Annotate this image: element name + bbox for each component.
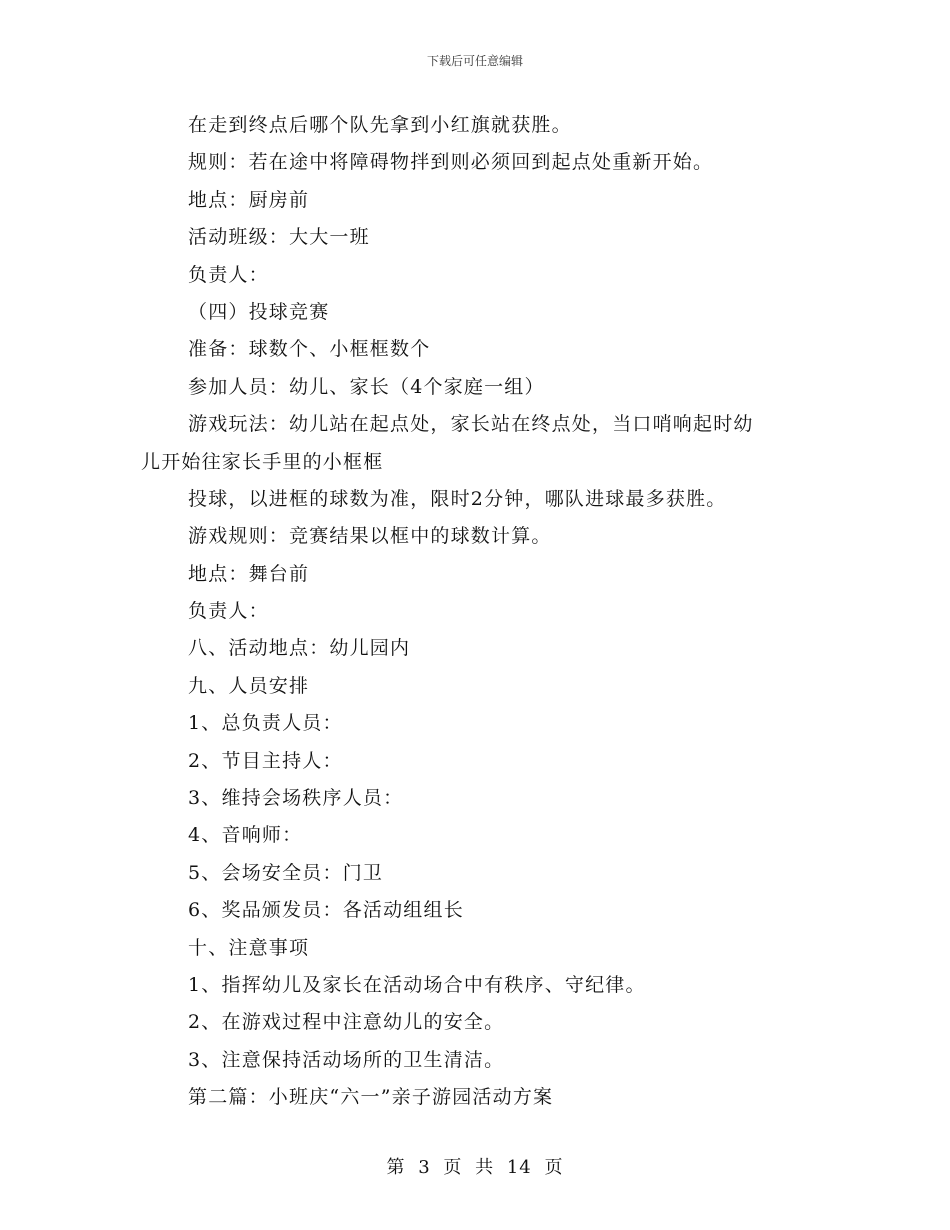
chapter-title: 第二篇：小班庆“六一”亲子游园活动方案 xyxy=(188,1086,554,1109)
list-item: 4、音响师： xyxy=(188,824,303,847)
paragraph-line: 规则：若在途中将障碍物拌到则必须回到起点处重新开始。 xyxy=(188,151,714,174)
list-item: 3、注意保持活动场所的卫生清洁。 xyxy=(188,1048,505,1071)
section-heading: 十、注意事项 xyxy=(188,936,310,959)
paragraph-line: 地点：舞台前 xyxy=(188,562,310,585)
section-heading: 九、人员安排 xyxy=(188,674,310,697)
list-item: 1、总负责人员： xyxy=(188,712,343,735)
section-heading: 八、活动地点：幼儿园内 xyxy=(188,637,411,660)
paragraph-line: 在走到终点后哪个队先拿到小红旗就获胜。 xyxy=(188,114,572,136)
list-item: 2、节目主持人： xyxy=(188,749,343,772)
paragraph-line: 参加人员：幼儿、家长（4个家庭一组） xyxy=(188,375,545,398)
paragraph-line-continuation: 儿开始往家长手里的小框框 xyxy=(141,450,384,473)
list-item: 5、会场安全员：门卫 xyxy=(188,861,384,884)
list-item: 2、在游戏过程中注意幼儿的安全。 xyxy=(188,1011,505,1034)
list-item: 6、奖品颁发员：各活动组组长 xyxy=(188,899,464,922)
paragraph-line: 活动班级：大大一班 xyxy=(188,226,370,249)
document-body xyxy=(141,107,821,1117)
page-header: 下载后可任意编辑 xyxy=(426,54,523,68)
list-item: 1、指挥幼儿及家长在活动场合中有秩序、守纪律。 xyxy=(188,973,646,996)
paragraph-line: 游戏玩法：幼儿站在起点处，家长站在终点处，当口哨响起时幼 xyxy=(188,413,754,436)
paragraph-line: 准备：球数个、小框框数个 xyxy=(188,338,431,361)
paragraph-line: 投球，以进框的球数为准，限时2分钟，哪队进球最多获胜。 xyxy=(188,487,727,510)
paragraph-line: 游戏规则：竞赛结果以框中的球数计算。 xyxy=(188,525,552,548)
paragraph-line: 地点：厨房前 xyxy=(188,188,310,211)
page-footer: 第 3 页 共 14 页 xyxy=(386,1157,564,1178)
list-item: 3、维持会场秩序人员： xyxy=(188,787,404,810)
section-heading: （四）投球竞赛 xyxy=(188,300,330,323)
paragraph-line: 负责人： xyxy=(188,263,269,286)
paragraph-line: 负责人： xyxy=(188,600,269,623)
